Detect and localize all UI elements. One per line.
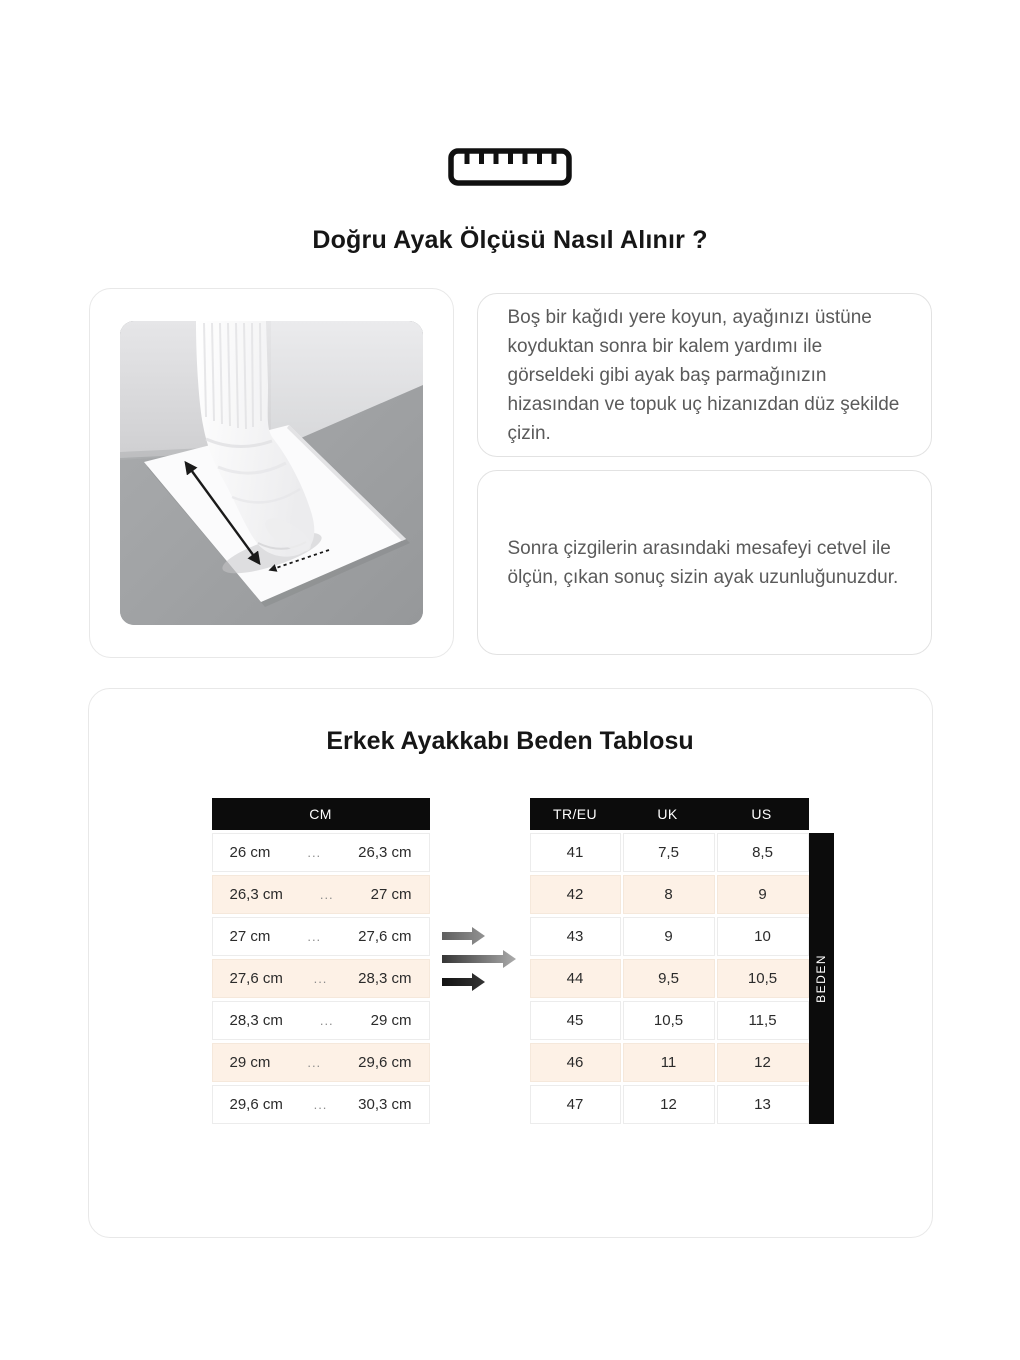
- table-header-row: [530, 798, 809, 833]
- ruler-icon: [448, 148, 572, 186]
- range-dots: ...: [319, 887, 334, 902]
- step-card-2: [477, 470, 932, 655]
- size-table-card: [88, 688, 933, 1238]
- table-row: 45 10,5 11,5: [530, 1001, 809, 1040]
- table-row: 26 cm ... 26,3 cm: [212, 833, 430, 872]
- step-2-text: Sonra çizgilerin arasındaki mesafeyi cetvel ile ölçün, çıkan sonuç sizin ayak uzunluğunuzdur.: [507, 537, 899, 588]
- table-row: 27,6 cm ... 28,3 cm: [212, 959, 430, 998]
- foot-measurement-photo: [120, 321, 423, 625]
- table-row: 29 cm ... 29,6 cm: [212, 1043, 430, 1082]
- size-table-title: Erkek Ayakkabı Beden Tablosu: [326, 727, 694, 755]
- cm-table-header: CM: [212, 798, 430, 830]
- table-row: 42 8 9: [530, 875, 809, 914]
- measurement-photo-card: [89, 288, 454, 658]
- intl-table-header: TR/EU UK US: [530, 798, 809, 830]
- table-row: 28,3 cm ... 29 cm: [212, 1001, 430, 1040]
- table-row: 44 9,5 10,5: [530, 959, 809, 998]
- step-1-text: Boş bir kağıdı yere koyun, ayağınızı üstüne koyduktan sonra bir kalem yardımı ile görseldeki gibi ayak baş parmağınızın hizasından ve topuk uç hizanızdan düz şekilde çizin.: [507, 306, 900, 444]
- beden-label: BEDEN: [814, 954, 828, 1003]
- table-row: 29,6 cm ... 30,3 cm: [212, 1085, 430, 1124]
- range-dots: ...: [313, 971, 328, 986]
- hero-section: [0, 0, 1020, 255]
- cm-table: [212, 798, 430, 1127]
- beden-side-bar: [809, 833, 834, 1124]
- table-row: 47 12 13: [530, 1085, 809, 1124]
- table-row: 46 11 12: [530, 1043, 809, 1082]
- intl-size-table: [530, 798, 828, 1127]
- howto-section: [0, 288, 1020, 658]
- page-title: Doğru Ayak Ölçüsü Nasıl Alınır ?: [312, 226, 708, 254]
- conversion-arrows: [430, 925, 530, 1000]
- size-tables: [89, 798, 932, 1127]
- instruction-steps: [477, 293, 932, 655]
- table-row: 26,3 cm ... 27 cm: [212, 875, 430, 914]
- step-card-1: [477, 293, 932, 457]
- range-dots: ...: [307, 845, 322, 860]
- range-dots: ...: [307, 929, 322, 944]
- range-dots: ...: [307, 1055, 322, 1070]
- table-row: 43 9 10: [530, 917, 809, 956]
- right-arrows-icon: [442, 925, 518, 1000]
- range-dots: ...: [313, 1097, 328, 1112]
- table-row: 41 7,5 8,5: [530, 833, 809, 872]
- range-dots: ...: [319, 1013, 334, 1028]
- table-row: 27 cm ... 27,6 cm: [212, 917, 430, 956]
